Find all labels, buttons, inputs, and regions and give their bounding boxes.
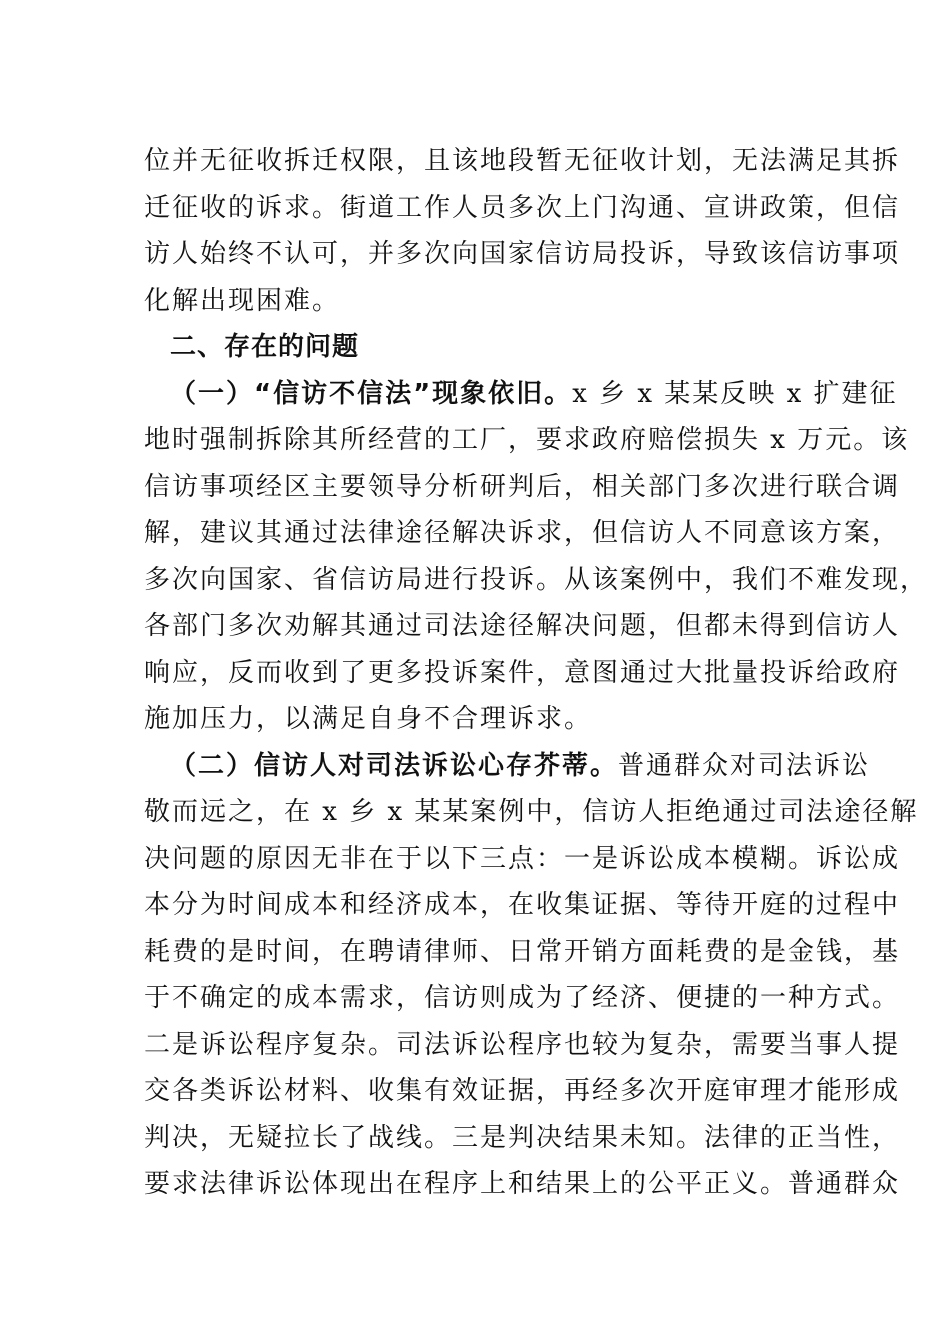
subsection-1-title: （一）“信访不信法”现象依旧。 — [170, 378, 573, 409]
subsection-2 — [144, 743, 919, 1208]
document-page — [144, 138, 929, 1208]
subsection-1 — [144, 371, 929, 743]
text-line: 信访事项经区主要领导分析研判后，相关部门多次进行联合调 — [144, 471, 901, 502]
subsection-1-first-line — [144, 371, 898, 418]
text-line: 响应，反而收到了更多投诉案件，意图通过大批量投诉给政府 — [144, 657, 901, 688]
subsection-1-first-line-text: x 乡 x 某某反映 x 扩建征 — [572, 378, 898, 409]
text-line: 多次向国家、省信访局进行投诉。从该案例中，我们不难发现， — [144, 564, 929, 595]
text-line: 化解出现困难。 — [144, 285, 341, 316]
subsection-2-first-line-text: 普通群众对司法诉讼 — [618, 750, 871, 781]
text-line: 施加压力，以满足自身不合理诉求。 — [144, 704, 593, 734]
text-line: 位并无征收拆迁权限，且该地段暂无征收计划，无法满足其拆 — [144, 146, 901, 176]
text-line: 交各类诉讼材料、收集有效证据，再经多次开庭审理才能形成 — [144, 1076, 901, 1106]
paragraph-continuation — [144, 138, 901, 324]
text-line: 地时强制拆除其所经营的工厂，要求政府赔偿损失 x 万元。该 — [144, 425, 910, 455]
text-line: 二是诉讼程序复杂。司法诉讼程序也较为复杂，需要当事人提 — [144, 1029, 901, 1060]
subsection-2-title: （二）信访人对司法诉讼心存芥蒂。 — [170, 750, 619, 781]
text-line: 于不确定的成本需求，信访则成为了经济、便捷的一种方式。 — [144, 983, 901, 1013]
text-line: 要求法律诉讼体现出在程序上和结果上的公平正义。普通群众 — [144, 1169, 901, 1199]
text-line: 访人始终不认可，并多次向国家信访局投诉，导致该信访事项 — [144, 239, 901, 269]
subsection-2-first-line — [144, 743, 871, 790]
text-line: 各部门多次劝解其通过司法途径解决问题，但都未得到信访人 — [144, 611, 901, 641]
text-line: 决问题的原因无非在于以下三点：一是诉讼成本模糊。诉讼成 — [144, 843, 901, 874]
text-line: 迁征收的诉求。街道工作人员多次上门沟通、宣讲政策，但信 — [144, 192, 901, 223]
text-line: 解，建议其通过法律途径解决诉求，但信访人不同意该方案， — [144, 518, 901, 548]
text-line: 本分为时间成本和经济成本，在收集证据、等待开庭的过程中 — [144, 890, 901, 920]
text-line: 敬而远之，在 x 乡 x 某某案例中，信访人拒绝通过司法途径解 — [144, 797, 919, 827]
text-line: 判决，无疑拉长了战线。三是判决结果未知。法律的正当性， — [144, 1122, 901, 1153]
text-line: 耗费的是时间，在聘请律师、日常开销方面耗费的是金钱，基 — [144, 936, 901, 967]
section-heading: 二、存在的问题 — [170, 332, 360, 362]
